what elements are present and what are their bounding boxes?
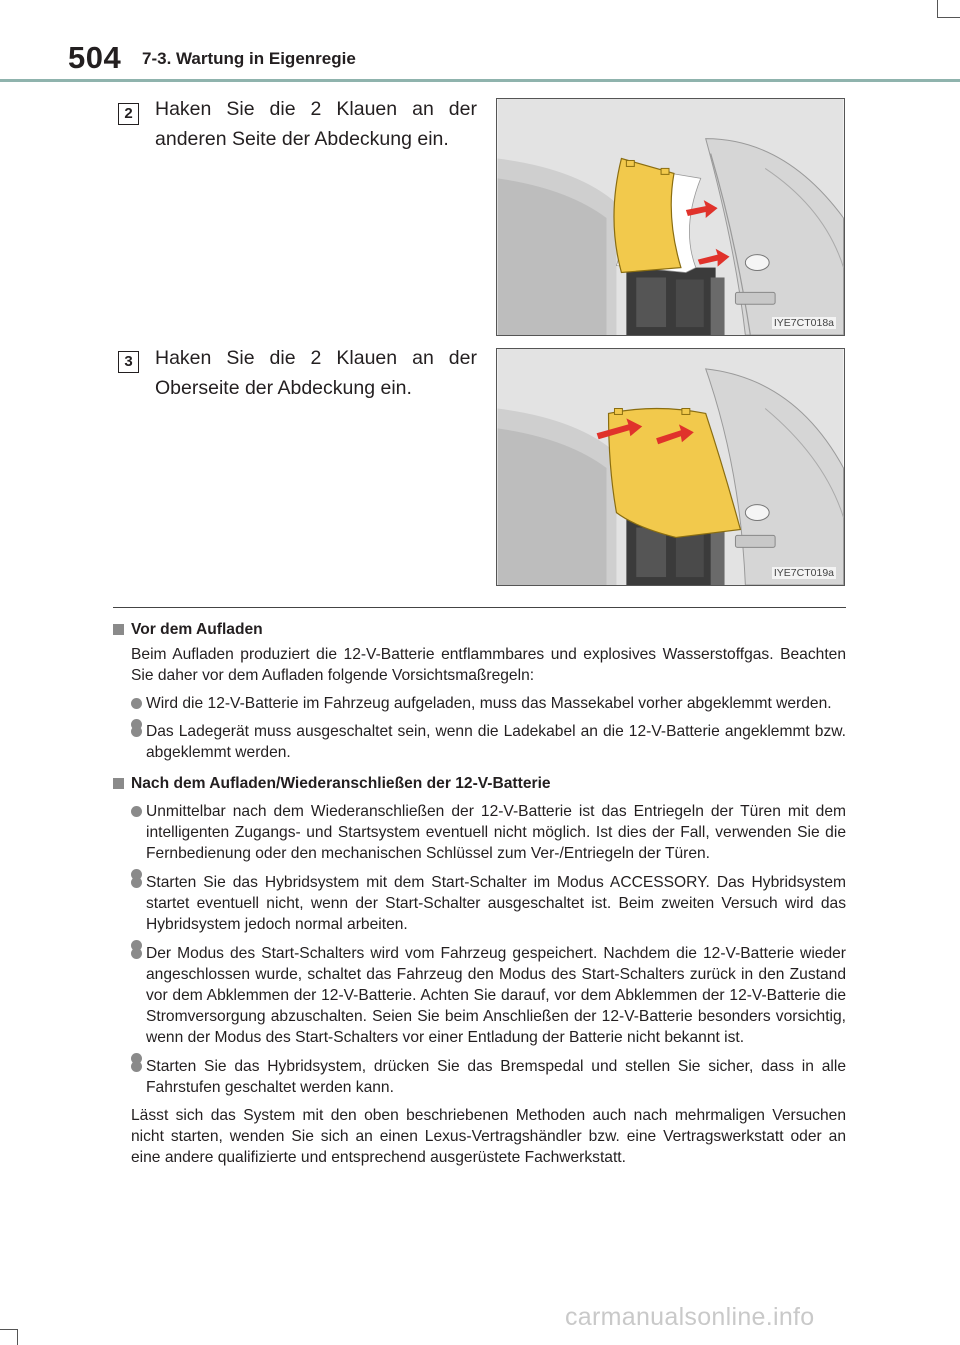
list-item: Starten Sie das Hybridsystem, drücken Sie das Bremspedal und stellen Sie sicher, dass in alle Fahrstufen geschaltet werden kann. xyxy=(113,1056,846,1098)
list-item: Der Modus des Start-Schalters wird vom Fahrzeug gespeichert. Nachdem die 12-V-Batterie wieder angeschlossen wurde, schaltet das Fahrzeug den Modus des Start-Schalters zurück in den Zustand vor dem Abklemmen der 12-V-Batterie. Achten Sie darauf, vor dem Abklemmen der 12-V-Batterie die Stromversorgung abzuschalten. Seien Sie beim Anschließen der 12-V-Batterie besonders vorsichtig, wenn der Modus des Start-Schalters vor einer Entladung der Batterie nicht bekannt ist. xyxy=(113,943,846,1048)
section-title: 7-3. Wartung in Eigenregie xyxy=(142,49,356,68)
spacer xyxy=(113,864,846,872)
step-number-badge: 2 xyxy=(118,103,139,125)
spacer xyxy=(113,1048,846,1056)
notes-content xyxy=(113,619,846,1168)
list-item: Starten Sie das Hybridsystem mit dem Start-Schalter im Modus ACCESSORY. Das Hybridsystem startet eventuell nicht, wenn der Start-Schalter ausgeschaltet ist. Beim zweiten Versuch wird das Hybridsystem jedoch normal arbeiten. xyxy=(113,872,846,935)
list-item: Das Ladegerät muss ausgeschaltet sein, wenn die Ladekabel an die 12-V-Batterie angeklemmt bzw. abgeklemmt werden. xyxy=(113,721,846,763)
figure-code: IYE7CT019a xyxy=(773,567,834,579)
closing-paragraph: Lässt sich das System mit den oben beschriebenen Methoden auch nach mehrmaligen Versuchen nicht starten, wenden Sie sich an einen Lexus-Vertragshändler bzw. eine Vertragswerkstatt oder an eine andere qualifizierte und entsprechend ausgerüstete Fachwerkstatt. xyxy=(131,1107,846,1166)
cover-illustration xyxy=(497,349,844,585)
figure-code: IYE7CT018a xyxy=(773,317,834,329)
cover-illustration xyxy=(497,99,844,335)
step-number-badge: 3 xyxy=(118,351,139,373)
section-heading: Nach dem Aufladen/Wiederanschließen der 12-V-Batterie xyxy=(113,773,846,794)
page-number: 504 xyxy=(68,40,122,75)
bullet-list xyxy=(113,693,846,763)
section-divider xyxy=(113,607,846,608)
list-item: Wird die 12-V-Batterie im Fahrzeug aufgeladen, muss das Massekabel vorher abgeklemmt werden. xyxy=(113,693,846,714)
step-instruction: Haken Sie die 2 Klauen an der anderen Seite der Abdeckung ein. xyxy=(155,98,477,150)
crop-mark xyxy=(17,1330,18,1345)
bullet-list xyxy=(113,801,846,1098)
crop-mark xyxy=(937,0,938,18)
crop-mark xyxy=(0,1329,18,1330)
paragraph: Beim Aufladen produziert die 12-V-Batterie entflammbares und explosives Wasserstoffgas. Beachten Sie daher vor dem Aufladen folgende Vorsichtsmaßregeln: xyxy=(131,646,846,684)
step-figure xyxy=(496,348,845,586)
watermark: carmanualsonline.info xyxy=(565,1303,815,1331)
crop-mark xyxy=(938,17,960,18)
header-rule xyxy=(0,79,960,82)
list-item: Unmittelbar nach dem Wiederanschließen der 12-V-Batterie ist das Entriegeln der Türen mit dem intelligenten Zugangs- und Startsystem eventuell nicht möglich. Ist dies der Fall, verwenden Sie die Fernbedienung oder den mechanischen Schlüssel zum Ver-/Entriegeln der Türen. xyxy=(113,801,846,864)
step-instruction: Haken Sie die 2 Klauen an der Oberseite der Abdeckung ein. xyxy=(155,347,477,399)
spacer xyxy=(113,714,846,721)
step-figure xyxy=(496,98,845,336)
section-heading: Vor dem Aufladen xyxy=(113,619,846,640)
spacer xyxy=(113,935,846,943)
